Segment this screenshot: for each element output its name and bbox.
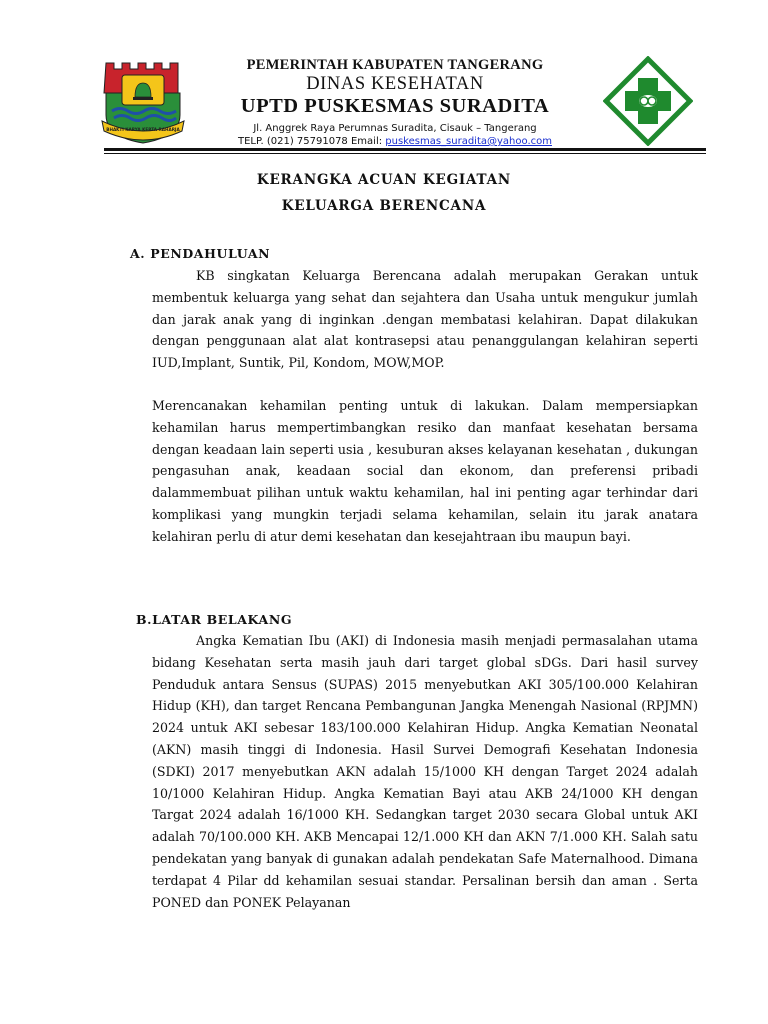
crest-motto: BHAKTI KARYA KERTA RAHARJA — [106, 127, 180, 132]
document-subtitle: KELUARGA BERENCANA — [281, 198, 487, 214]
letterhead-rule-thin — [104, 153, 706, 154]
section-a-heading: A. PENDAHULUAN — [130, 246, 271, 261]
puskesmas-cross-icon — [603, 56, 693, 146]
address: Jl. Anggrek Raya Perumnas Suradita, Cisauk – Tangerang — [253, 123, 537, 134]
kabupaten-tangerang-crest-icon — [100, 55, 186, 145]
department-name: DINAS KESEHATAN — [306, 74, 484, 94]
section-a-paragraph-1: KB singkatan Keluarga Berencana adalah merupakan Gerakan untuk membentuk keluarga yang sehat dan sejahtera dan Usaha untuk mengukur jumlah dan jarak anak yang di inginkan .dengan membatasi kelahiran. Dapat dilakukan dengan penggunaan alat alat kontrasepsi atau penanggulangan kelahiran seperti IUD,Implant, Suntik, Pil, Kondom, MOW,MOP. — [152, 268, 698, 371]
letterhead-rule-thick — [104, 148, 706, 151]
phone-text: TELP. (021) 75791078 Email: — [238, 136, 386, 147]
document-title: KERANGKA ACUAN KEGIATAN — [256, 172, 512, 188]
contact-line — [196, 135, 594, 148]
letterhead — [0, 0, 768, 160]
email-link[interactable]: puskesmas_suradita@yahoo.com — [385, 136, 552, 147]
section-b-paragraph-1: Angka Kematian Ibu (AKI) di Indonesia masih menjadi permasalahan utama bidang Kesehatan serta masih jauh dari target global sDGs. Dari hasil survey Penduduk antara Sensus (SUPAS) 2015 menyebutkan AKI 305/100.000 Kelahiran Hidup (KH), dan target Rencana Pembangunan Jangka Menengah Nasional (RPJMN) 2024 untuk AKI sebesar 183/100.000 Kelahiran Hidup. Angka Kematian Neonatal (AKN) masih tinggi di Indonesia. Hasil Survei Demografi Kesehatan Indonesia (SDKI) 2017 menyebutkan AKN adalah 15/1000 KH dengan Target 2024 adalah 10/1000 Kelahiran Hidup. Angka Kematian Bayi atau AKB 24/1000 KH dengan Targat 2024 adalah 16/1000 KH. Sedangkan target 2030 secara Global untuk AKI adalah 70/100.000 KH. AKB Mencapai 12/1.000 KH dan AKN 7/1.000 KH. Salah satu pendekatan yang banyak di gunakan adalah pendekatan Safe Maternalhood. Dimana terdapat 4 Pilar dd kehamilan sesuai standar. Persalinan bersih dan aman . Serta PONED dan PONEK Pelayanan — [152, 633, 698, 910]
government-name: PEMERINTAH KABUPATEN TANGERANG — [246, 57, 544, 73]
unit-name: UPTD PUSKESMAS SURADITA — [240, 95, 550, 117]
section-b-heading: B.LATAR BELAKANG — [136, 612, 293, 627]
section-a-paragraph-2: Merencanakan kehamilan penting untuk di lakukan. Dalam mempersiapkan kehamilan harus mempertimbangkan resiko dan manfaat kesehatan bersama dengan keadaan lain seperti usia , kesuburan akses kelayanan kesehatan , dukungan pengasuhan anak, keadaan social dan ekonom, dan preferensi pribadi dalammembuat pilihan untuk waktu kehamilan, hal ini penting agar terhindar dari komplikasi yang mungkin terjadi selama kehamilan, selain itu jarak anatara kelahiran perlu di atur demi kesehatan dan kesejahtraan ibu maupun bayi. — [152, 398, 698, 544]
letterhead-text — [196, 56, 594, 148]
